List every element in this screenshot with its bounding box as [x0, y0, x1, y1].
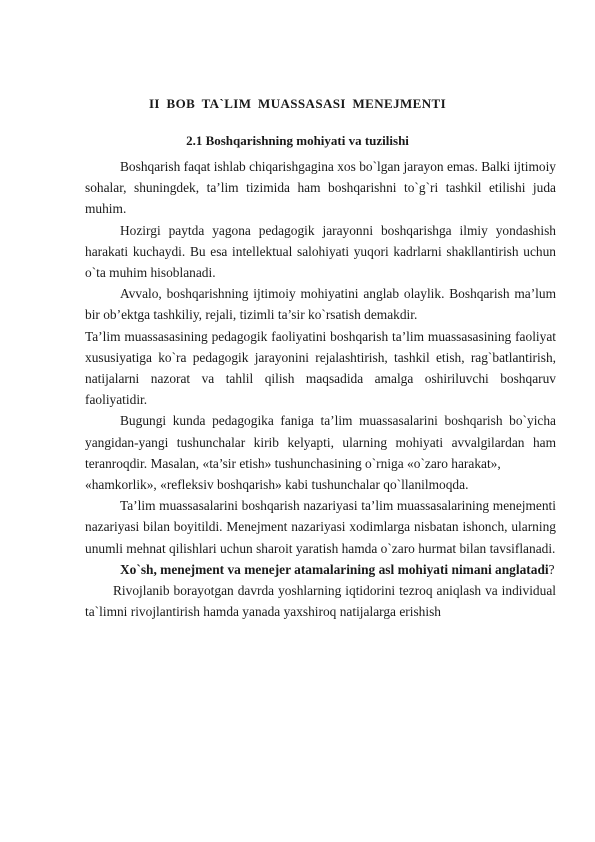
- paragraph: Hozirgi paytda yagona pedagogik jarayonni boshqarishga ilmiy yondashish harakati kuchaydi. Bu esa intellektual salohiyati yuqori kadrlarni shakllantirish uchun o`ta muhim hisoblanadi.: [85, 222, 556, 281]
- chapter-title: II BOB TA`LIM MUASSASASI MENEJMENTI: [148, 96, 447, 111]
- paragraph: Bugungi kunda pedagogika faniga ta’lim muassasalarini boshqarish bo`yicha yangidan-yangi tushunchalar kirib kelyapti, ularning mohiyati avvalgilardan ham teranroqdir. Masalan, «ta’sir etish» tushunchasining o`rniga «o`zaro harakat»,: [85, 413, 556, 471]
- question-mark: ?: [548, 561, 555, 577]
- section-title: 2.1 Boshqarishning mohiyati va tuzilishi: [186, 133, 409, 148]
- paragraph: Boshqarish faqat ishlab chiqarishgagina xos bo`lgan jarayon emas. Balki ijtimoiy sohalar, shuningdek, ta’lim tizimida ham boshqarishni to`g`ri tashkil etilishi juda muhim.: [85, 159, 556, 217]
- paragraph: Rivojlanib borayotgan davrda yoshlarning iqtidorini tezroq aniqlash va individual ta`limni rivojlantirish hamda yanada yaxshiroq natijalarga erishish: [85, 583, 556, 620]
- paragraph: Avvalo, boshqarishning ijtimoiy mohiyatini anglab olaylik. Boshqarish ma’lum bir ob’ektga tashkiliy, rejali, tizimli ta’sir ko`rsatish demakdir.: [85, 286, 556, 323]
- question-paragraph: [85, 559, 556, 580]
- paragraph: Ta’lim muassasalarini boshqarish nazariyasi ta’lim muassasalarining menejmenti nazariyasi bilan boyitildi. Menejment nazariyasi xodimlarga nisbatan ishonch, ularning unumli mehnat qilishlari uchun sharoit yaratish hamda o`zaro hurmat bilan tavsiflanadi.: [85, 498, 556, 556]
- body-text: [85, 156, 556, 622]
- paragraph: Ta’lim muassasasining pedagogik faoliyatini boshqarish ta’lim muassasasining faoliyat xususiyatiga ko`ra pedagogik jarayonini rejalashtirish, tashkil etish, rag`batlantirish, natijalarni nazorat va tahlil qilish maqsadida amalga oshiriluvchi boshqaruv faoliyatidir.: [85, 328, 556, 408]
- question-text: Xo`sh, menejment va menejer atamalarining asl mohiyati nimani anglatadi: [120, 561, 549, 577]
- paragraph: «hamkorlik», «refleksiv boshqarish» kabi tushunchalar qo`llanilmoqda.: [85, 477, 469, 493]
